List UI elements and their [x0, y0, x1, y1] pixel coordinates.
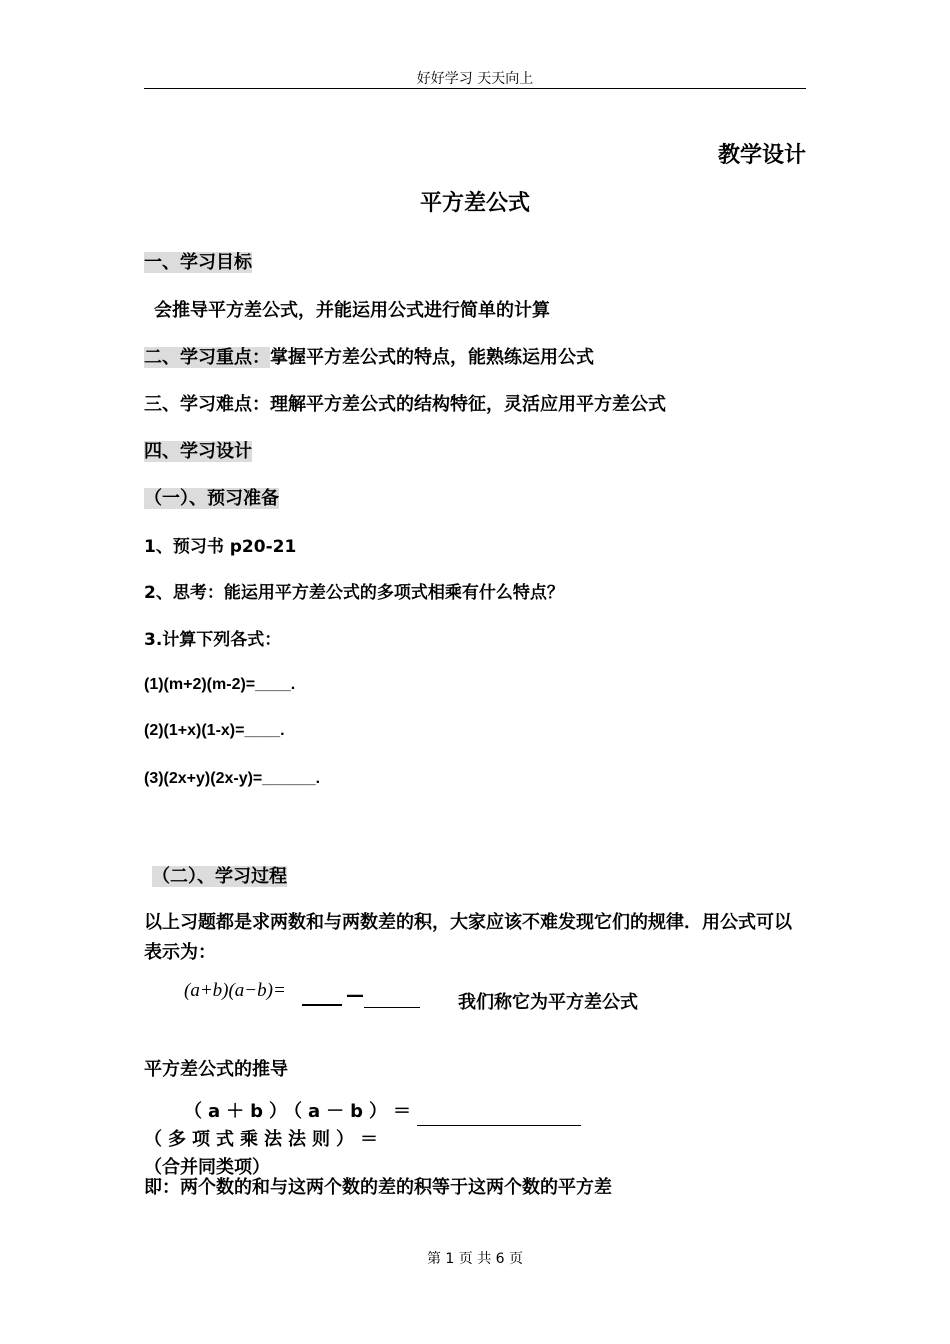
section-3-body: 理解平方差公式的结构特征，灵活应用平方差公式	[270, 394, 666, 415]
formula-blank-1	[302, 1004, 342, 1006]
prep-item: 3.计算下列各式：	[144, 630, 282, 650]
formula-minus: —	[346, 985, 364, 1006]
page-footer: 第 1 页 共 6 页	[426, 1251, 524, 1267]
formula-blank-2	[364, 1007, 420, 1008]
section-2-body: 掌握平方差公式的特点，能熟练运用公式	[270, 347, 594, 368]
section-4-heading	[144, 437, 252, 463]
section-2-heading: 二、学习重点：	[144, 347, 270, 368]
header-divider	[144, 88, 806, 89]
exercise-item: (1)(m+2)(m-2)=____.	[144, 676, 296, 693]
document-type: 教学设计	[717, 143, 806, 168]
derivation-end: （合并同类项）	[144, 1157, 270, 1178]
process-heading-text: （二）、学习过程	[152, 866, 287, 887]
section-2	[144, 343, 594, 369]
section-3-heading: 三、学习难点：	[144, 394, 270, 415]
page-title: 平方差公式	[419, 191, 530, 216]
prep-item: 2、思考：能运用平方差公式的多项式相乘有什么特点？	[144, 583, 564, 603]
prep-item: 1、预习书 p20-21	[144, 537, 297, 557]
process-paragraph: 以上习题都是求两数和与两数差的积，大家应该不难发现它们的规律．用公式可以表示为：	[144, 912, 792, 963]
derivation-line	[144, 1098, 806, 1182]
derivation-expression: （a＋b）（a－b）＝	[184, 1101, 418, 1122]
derivation-rule: （多项式乘法法则）＝	[144, 1129, 384, 1150]
derivation-heading: 平方差公式的推导	[144, 1059, 288, 1080]
section-1-heading-text: 一、学习目标	[144, 252, 252, 273]
section-1-heading	[144, 248, 252, 274]
exercise-item: (3)(2x+y)(2x-y)=______.	[144, 770, 321, 787]
conclusion: 即：两个数的和与这两个数的差的积等于这两个数的平方差	[144, 1177, 612, 1198]
process-heading	[152, 862, 287, 888]
prep-heading	[144, 484, 279, 510]
derivation-blank	[417, 1107, 581, 1126]
section-4-heading-text: 四、学习设计	[144, 441, 252, 462]
exercise-item: (2)(1+x)(1-x)=____.	[144, 722, 285, 739]
formula-name: 我们称它为平方差公式	[458, 992, 638, 1013]
page-header: 好好学习 天天向上	[416, 71, 534, 87]
section-3	[144, 390, 666, 416]
difference-of-squares-formula: (a+b)(a−b)=	[184, 980, 286, 1001]
section-1-body: 会推导平方差公式，并能运用公式进行简单的计算	[154, 300, 550, 321]
prep-heading-text: （一）、预习准备	[144, 488, 279, 509]
